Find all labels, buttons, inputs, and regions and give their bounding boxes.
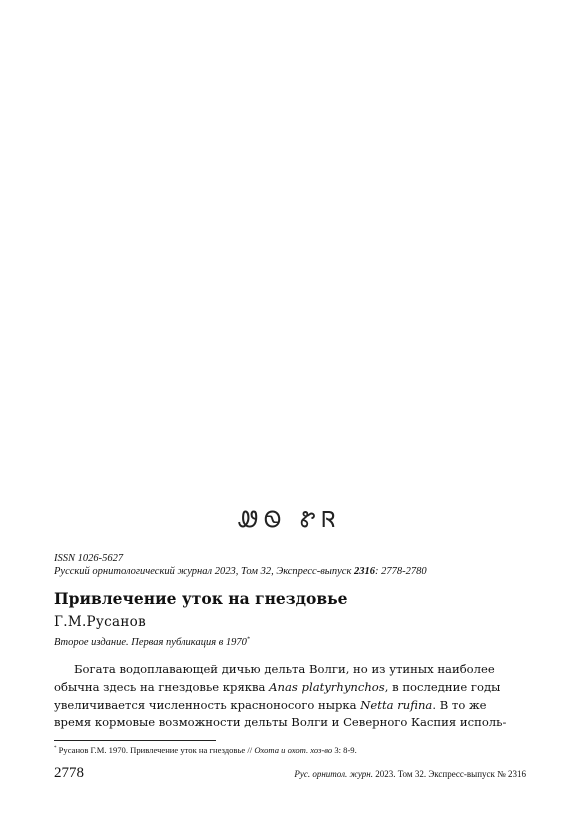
- running-footer: [294, 768, 526, 780]
- footnote-marker[interactable]: *: [246, 636, 250, 643]
- page-range: : 2778-2780: [375, 566, 427, 577]
- body-line: [54, 697, 526, 715]
- citation-header: [54, 552, 534, 578]
- issn: ISSN 1026-5627: [54, 553, 124, 564]
- footnote-journal: Охота и охот. хоз-во: [254, 745, 333, 755]
- body-text-fragment: , в последние годы: [384, 679, 501, 694]
- page-number: 2778: [54, 765, 84, 781]
- running-journal-abbrev: Рус. орнитол. журн.: [294, 769, 373, 779]
- body-line: Богата водоплавающей дичью дельта Волги, но из утиных наиболее: [74, 662, 495, 676]
- species-name: Netta rufina: [360, 697, 433, 712]
- body-paragraph: [54, 661, 526, 732]
- journal-name: Русский орнитологический журнал 2023, Том 32, Экспресс-выпуск: [54, 566, 354, 577]
- footnote-divider: [54, 740, 216, 741]
- footnote: [54, 745, 534, 756]
- article-author: Г.М.Русанов: [54, 614, 147, 630]
- body-text-fragment: обычна здесь на гнездовье кряква: [54, 679, 270, 694]
- species-name: Anas platyrhynchos: [269, 679, 385, 694]
- body-line: время кормовые возможности дельты Волги и Северного Каспия исполь-: [54, 715, 507, 730]
- footnote-mark: *: [54, 746, 57, 752]
- journal-citation: [54, 565, 534, 578]
- issue-number: 2316: [354, 566, 375, 577]
- footnote-text: Русанов Г.М. 1970. Привлечение уток на гнездовье //: [56, 745, 255, 755]
- body-text-fragment: увеличивается численность красноносого нырка: [54, 697, 361, 712]
- article-title: Привлечение уток на гнездовье: [54, 589, 348, 608]
- footnote-text: 3: 8-9.: [332, 745, 357, 755]
- edition-text: Второе издание. Первая публикация в 1970: [54, 637, 247, 648]
- body-line: [54, 679, 526, 697]
- edition-note: [54, 636, 534, 649]
- body-text-fragment: . В то же: [432, 697, 487, 712]
- running-issue: 2023. Том 32. Экспресс-выпуск № 2316: [372, 769, 526, 779]
- ornament-divider: ᏪᏫ ᏑᏒ: [238, 508, 342, 533]
